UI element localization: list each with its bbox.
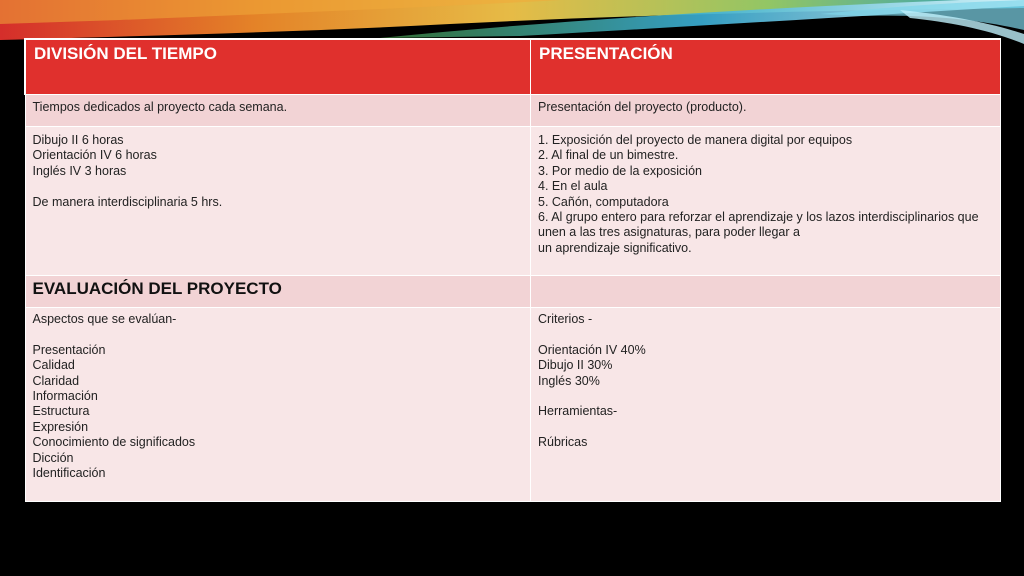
subheader-empty-cell — [531, 276, 1001, 308]
table-row — [25, 308, 1001, 502]
table-header-row — [25, 39, 1001, 95]
header-presentacion: PRESENTACIÓN — [531, 39, 1001, 95]
presentation-product-cell: Presentación del proyecto (producto). — [531, 95, 1001, 127]
time-dedicated-cell: Tiempos dedicados al proyecto cada semana. — [25, 95, 531, 127]
hours-list-cell: Dibujo II 6 horas Orientación IV 6 horas Inglés IV 3 horas De manera interdisciplinaria 5 hrs. — [25, 127, 531, 276]
subheader-evaluacion-del-proyecto: EVALUACIÓN DEL PROYECTO — [25, 276, 531, 308]
aspects-evaluated-cell: Aspectos que se evalúan- Presentación Calidad Claridad Información Estructura Expresión Conocimiento de significados Dicción Identificación — [25, 308, 531, 502]
content-table — [24, 38, 1001, 502]
presentation-steps-cell: 1. Exposición del proyecto de manera digital por equipos 2. Al final de un bimestre. 3. Por medio de la exposición 4. En el aula 5. Cañón, computadora 6. Al grupo entero para reforzar el aprendizaje y los lazos interdisciplinarios que unen a las tres asignaturas, para poder llegar a un aprendizaje significativo. — [531, 127, 1001, 276]
table-row — [25, 95, 1001, 127]
table-subheader-row — [25, 276, 1001, 308]
criteria-cell: Criterios - Orientación IV 40% Dibujo II 30% Inglés 30% Herramientas- Rúbricas — [531, 308, 1001, 502]
header-division-del-tiempo: DIVISIÓN DEL TIEMPO — [25, 39, 531, 95]
table-row — [25, 127, 1001, 276]
